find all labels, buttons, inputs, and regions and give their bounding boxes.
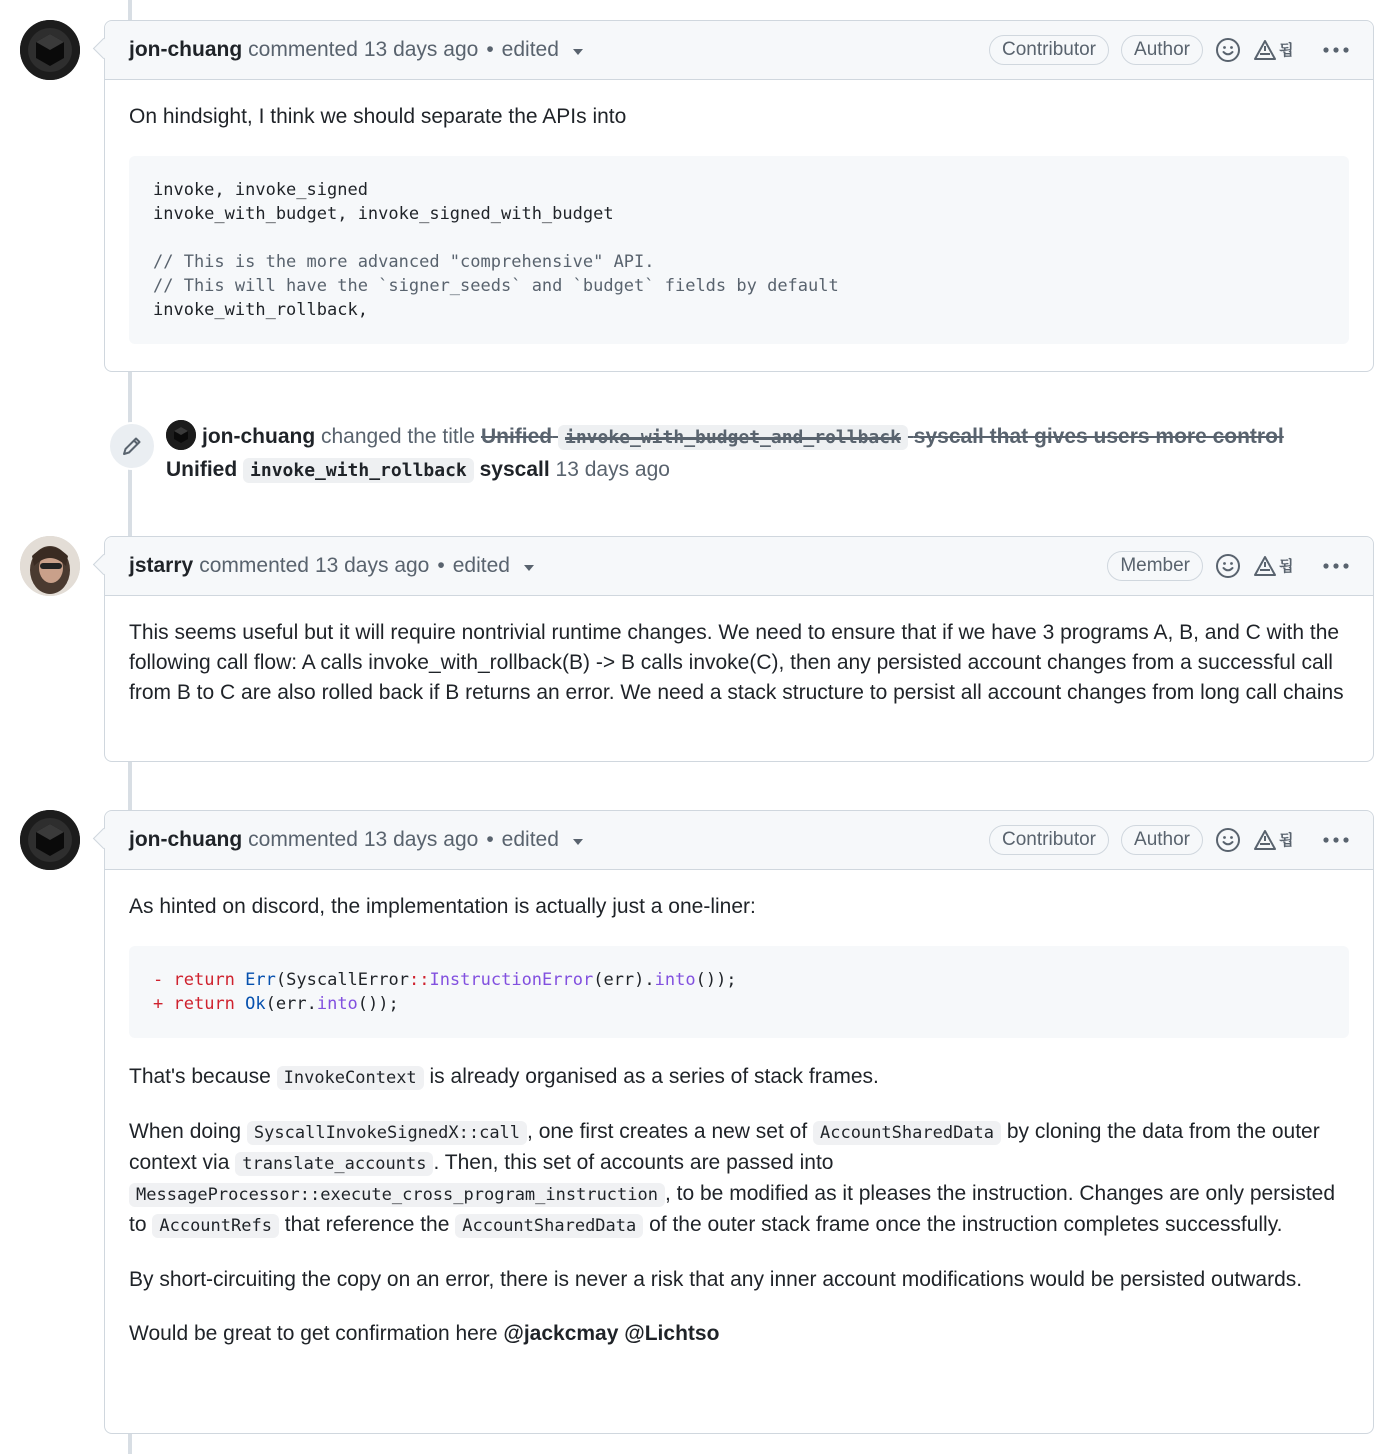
code-line: invoke_with_budget, invoke_signed_with_budget <box>153 204 614 224</box>
code-keyword: return <box>173 970 235 990</box>
comment-paragraph <box>129 1117 1349 1241</box>
header-actions <box>989 825 1349 855</box>
edited-label: edited <box>501 38 559 61</box>
header-actions <box>1107 551 1349 581</box>
translate-icon[interactable] <box>1253 828 1297 852</box>
role-badge-contributor: Contributor <box>989 825 1109 855</box>
kebab-horizontal-icon[interactable] <box>1323 46 1349 54</box>
inline-code: InvokeContext <box>277 1066 424 1090</box>
separator-dot: • <box>486 38 494 61</box>
user-mention[interactable]: @Lichtso <box>624 1322 720 1345</box>
code-type: InstructionError <box>429 970 594 990</box>
svg-text:됩: 됩 <box>1279 831 1294 849</box>
comment-timestamp[interactable]: 13 days ago <box>363 38 479 61</box>
inline-code: AccountSharedData <box>455 1214 643 1238</box>
comment-header <box>105 21 1373 80</box>
comment-card <box>104 810 1374 1434</box>
code-method: into <box>316 994 358 1014</box>
new-title-text: syscall <box>479 458 550 481</box>
comment-card <box>104 20 1374 372</box>
old-title-text: Unified <box>480 425 553 448</box>
comment-paragraph: This seems useful but it will require nontrivial runtime changes. We need to ensure that if we have 3 programs A, B, and C with the following call flow: A calls invoke_with_rollback(B) -> B calls invoke(C), then any persisted account changes from a successful call from B to C are also rolled back if B returns an error. We need a stack structure to persist all account changes from long call chains <box>129 621 1344 704</box>
comment-body <box>105 80 1373 366</box>
event-author[interactable]: jon-chuang <box>202 425 316 448</box>
comment-paragraph: As hinted on discord, the implementation is actually just a one-liner: <box>129 895 756 918</box>
header-actions <box>989 35 1349 65</box>
avatar-image <box>20 536 80 596</box>
code-ident: Ok <box>245 994 266 1014</box>
code-text: (err. <box>265 994 317 1014</box>
kebab-horizontal-icon[interactable] <box>1323 562 1349 570</box>
inline-code: MessageProcessor::execute_cross_program_instruction <box>129 1183 665 1207</box>
avatar[interactable] <box>20 810 80 870</box>
comment-author[interactable]: jstarry <box>129 554 194 577</box>
diff-plus: + <box>153 994 164 1014</box>
code-block[interactable] <box>129 156 1349 344</box>
comment-header <box>105 537 1373 596</box>
avatar-image <box>20 20 80 80</box>
separator-dot: • <box>486 828 494 851</box>
code-text: ()); <box>357 994 399 1014</box>
code-ident: SyscallError <box>286 970 409 990</box>
code-keyword: return <box>173 994 235 1014</box>
inline-code: AccountSharedData <box>813 1121 1001 1145</box>
avatar[interactable] <box>166 420 196 450</box>
smiley-icon[interactable] <box>1215 553 1241 579</box>
comment-paragraph <box>129 1319 1349 1349</box>
commented-label: commented <box>199 554 309 577</box>
text: , to be modified as it pleases the instruction. Changes are only persisted to <box>129 1182 1336 1236</box>
text: by cloning the data from the outer context via <box>129 1120 1320 1174</box>
role-badge-contributor: Contributor <box>989 35 1109 65</box>
kebab-horizontal-icon[interactable] <box>1323 836 1349 844</box>
smiley-icon[interactable] <box>1215 827 1241 853</box>
text: That's because <box>129 1065 271 1088</box>
user-mention[interactable]: @jackcmay <box>503 1322 619 1345</box>
edited-label: edited <box>501 828 559 851</box>
code-line: invoke_with_rollback, <box>153 300 368 320</box>
diff-code-block[interactable]: - return Err(SyscallError::InstructionError(err).into()); + return Ok(err.into()); <box>129 946 1349 1038</box>
comment-paragraph: By short-circuiting the copy on an error, there is never a risk that any inner account modifications would be persisted outwards. <box>129 1268 1303 1291</box>
comment-paragraph <box>129 1062 1349 1093</box>
new-title-text: Unified <box>166 458 238 481</box>
text: When doing <box>129 1120 242 1143</box>
code-ident: Err <box>245 970 276 990</box>
event-text <box>166 420 1368 487</box>
comment-card <box>104 536 1374 762</box>
translate-icon[interactable] <box>1253 38 1297 62</box>
code-sep: :: <box>408 970 430 990</box>
comment-timestamp[interactable]: 13 days ago <box>314 554 430 577</box>
svg-text:됩: 됩 <box>1279 557 1294 575</box>
pencil-icon <box>108 422 156 470</box>
commented-label: commented <box>248 38 358 61</box>
chevron-down-icon <box>524 565 534 571</box>
comment-body <box>105 870 1373 1371</box>
code-text: ()); <box>695 970 737 990</box>
edited-dropdown[interactable] <box>502 828 583 852</box>
code-method: into <box>654 970 696 990</box>
text: . Then, this set of accounts are passed into <box>433 1151 834 1174</box>
old-title-code: invoke_with_budget_and_rollback <box>558 425 908 450</box>
avatar[interactable] <box>20 536 80 596</box>
comment-paragraph: On hindsight, I think we should separate the APIs into <box>129 105 627 128</box>
separator-dot: • <box>437 554 445 577</box>
edited-label: edited <box>452 554 510 577</box>
edited-dropdown[interactable] <box>453 554 534 578</box>
comment-body <box>105 596 1373 730</box>
code-text: (err). <box>593 970 655 990</box>
inline-code: translate_accounts <box>235 1152 433 1176</box>
title-change-event <box>108 420 1368 487</box>
translate-icon[interactable] <box>1253 554 1297 578</box>
old-title-text: syscall that gives users more control <box>913 425 1284 448</box>
code-comment-line: // This is the more advanced "comprehensive" API. <box>153 252 655 272</box>
comment-author[interactable]: jon-chuang <box>129 828 243 851</box>
commented-label: commented <box>248 828 358 851</box>
text: Would be great to get confirmation here <box>129 1322 498 1345</box>
role-badge-author: Author <box>1121 825 1203 855</box>
chevron-down-icon <box>573 49 583 55</box>
code-comment-line: // This will have the `signer_seeds` and `budget` fields by default <box>153 276 839 296</box>
avatar[interactable] <box>20 20 80 80</box>
text: that reference the <box>284 1213 450 1236</box>
new-title <box>166 458 550 481</box>
old-title <box>481 425 1284 448</box>
text: of the outer stack frame once the instruction completes successfully. <box>649 1213 1283 1236</box>
avatar-image <box>20 810 80 870</box>
comment-header <box>105 811 1373 870</box>
chevron-down-icon <box>573 839 583 845</box>
smiley-icon[interactable] <box>1215 37 1241 63</box>
new-title-code: invoke_with_rollback <box>243 458 474 483</box>
event-timestamp[interactable]: 13 days ago <box>555 458 670 481</box>
svg-text:됩: 됩 <box>1279 41 1294 59</box>
edited-dropdown[interactable] <box>502 38 583 62</box>
code-line: invoke, invoke_signed <box>153 180 368 200</box>
comment-author[interactable]: jon-chuang <box>129 38 243 61</box>
role-badge-member: Member <box>1107 551 1203 581</box>
inline-code: SyscallInvokeSignedX::call <box>247 1121 527 1145</box>
diff-minus: - <box>153 970 164 990</box>
comment-timestamp[interactable]: 13 days ago <box>363 828 479 851</box>
text: is already organised as a series of stack frames. <box>429 1065 879 1088</box>
event-action: changed the title <box>321 425 476 448</box>
inline-code: AccountRefs <box>152 1214 279 1238</box>
text: , one first creates a new set of <box>527 1120 808 1143</box>
role-badge-author: Author <box>1121 35 1203 65</box>
